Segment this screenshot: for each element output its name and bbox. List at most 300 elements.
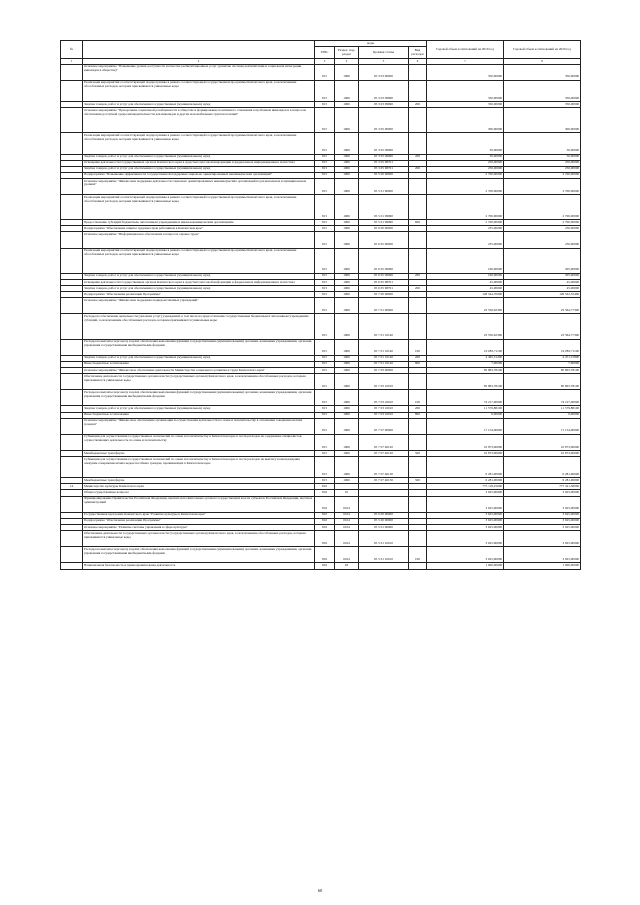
row-expense-type: 200 [409, 286, 427, 292]
row-target-article: 05 6 05 98701 [359, 286, 409, 292]
row-name: Расходы на выплаты персоналу в целях обеспечения выполнения функций государственными (муниципальными) органами, казенными учреждениями, органами управления государственными внебюджетными фондами [83, 390, 315, 406]
row-name: Закупка товаров, работ и услуг для обеспечения государственных (муниципальных) нужд [83, 102, 315, 108]
row-target-article: 05 3 05 09990 [359, 154, 409, 160]
row-amount-2020: 205,00000 [504, 248, 581, 273]
row-amount-2020: 2 700,00000 [504, 172, 581, 178]
row-expense-type [409, 418, 427, 434]
row-amount-2020: 250,00000 [504, 160, 581, 166]
row-grbs: 815 [315, 374, 335, 390]
row-expense-type: 200 [409, 406, 427, 412]
row-amount-2020: 3 625,00000 [504, 547, 581, 563]
row-expense-type: 500 [409, 451, 427, 457]
row-grbs: 815 [315, 80, 335, 101]
row-razdel: 1006 [335, 232, 359, 248]
row-razdel: 1006 [335, 412, 359, 418]
row-name: Подпрограмма "Обеспечение защиты трудовых прав работников в Камчатском крае" [83, 226, 315, 232]
row-grbs: 815 [315, 166, 335, 172]
column-number: 3 [315, 59, 335, 65]
row-expense-type: 600 [409, 220, 427, 226]
budget-table [60, 40, 581, 570]
column-number: 1 [61, 59, 83, 65]
row-razdel: 1006 [335, 108, 359, 133]
row-razdel: 1006 [335, 178, 359, 194]
row-amount-2019: 190,00000 [427, 273, 504, 279]
row-target-article: 05 5 01 10010 [359, 531, 409, 547]
row-target-article: 05 3 03 00000 [359, 64, 409, 80]
row-amount-2019: 3 625,00000 [427, 518, 504, 524]
row-expense-type: 200 [409, 154, 427, 160]
row-razdel: 1006 [335, 195, 359, 220]
row-amount-2019: 775 118,25000 [427, 484, 504, 490]
row-expense-type: 200 [409, 102, 427, 108]
row-grbs: 816 [315, 518, 335, 524]
row-expense-type: 200 [409, 273, 427, 279]
row-amount-2020: 350,00000 [504, 80, 581, 101]
row-name: Реализация мероприятий соответствующей подпрограммы в рамках соответствующей государственной программы Камчатского края, за исключением обособленных расходов, которым присваиваются уникальные коды [83, 80, 315, 101]
row-name: Расходы на выплаты персоналу в целях обеспечения выполнения функций государственными (муниципальными) органами, казенными учреждениями, органами управления государственными внебюджетными фондами [83, 339, 315, 355]
row-grbs: 815 [315, 172, 335, 178]
row-target-article: 05 7 03 10010 [359, 406, 409, 412]
row-grbs: 815 [315, 406, 335, 412]
row-amount-2020: 250,00000 [504, 232, 581, 248]
table-row [61, 339, 581, 355]
row-number [61, 390, 83, 406]
row-amount-2020: 10 873,00000 [504, 451, 581, 457]
row-amount-2020: 3 625,00000 [504, 490, 581, 496]
row-amount-2019: 45,00000 [427, 286, 504, 292]
row-name: Министерство культуры Камчатского края [83, 484, 315, 490]
row-target-article: 05 7 07 00000 [359, 418, 409, 434]
row-razdel: 0104 [335, 531, 359, 547]
row-grbs: 815 [315, 108, 335, 133]
row-target-article: 05 3 05 00000 [359, 108, 409, 133]
row-razdel: 1006 [335, 166, 359, 172]
row-grbs: 815 [315, 195, 335, 220]
table-row [61, 178, 581, 194]
row-expense-type: 200 [409, 166, 427, 172]
row-amount-2019: 10 873,00000 [427, 451, 504, 457]
row-expense-type [409, 133, 427, 154]
row-name: Иные бюджетные ассигнования [83, 361, 315, 367]
row-amount-2019: 235,00000 [427, 232, 504, 248]
row-expense-type: 100 [409, 339, 427, 355]
row-amount-2019: 85 803,78100 [427, 374, 504, 390]
row-name: Функционирование Правительства Российской Федерации, высших исполнительных органов государственной власти субъектов Российской Федерации, местных администраций [83, 496, 315, 512]
row-razdel: 1006 [335, 406, 359, 412]
row-razdel: 1006 [335, 172, 359, 178]
row-name: Освещение деятельности государственных органов Камчатского края в средствах массовой информации и федеральных информационных агентствах [83, 160, 315, 166]
row-target-article: 05 7 01 00000 [359, 298, 409, 314]
row-amount-2019: 3 625,00000 [427, 512, 504, 518]
row-name: Закупка товаров, работ и услуг для обеспечения государственных (муниципальных) нужд [83, 166, 315, 172]
row-name: Расходы на выплаты персоналу в целях обеспечения выполнения функций государственными (муниципальными) органами, казенными учреждениями, органами управления государственными внебюджетными фондами [83, 547, 315, 563]
row-razdel: 0104 [335, 547, 359, 563]
row-name: Реализация мероприятий соответствующей подпрограммы в рамках соответствующей государственной программы Камчатского края, за исключением обособленных расходов, которым присваиваются уникальные коды [83, 248, 315, 273]
row-grbs: 815 [315, 248, 335, 273]
row-target-article: 05 3 05 09990 [359, 133, 409, 154]
row-target-article: 05 7 01 10140 [359, 314, 409, 339]
row-expense-type [409, 531, 427, 547]
row-amount-2019: 235,00000 [427, 226, 504, 232]
row-grbs: 815 [315, 226, 335, 232]
row-razdel: 1006 [335, 220, 359, 226]
row-target-article: 05 3 05 98701 [359, 160, 409, 166]
row-name: Расходы на обеспечение деятельности (оказание услуг) учреждений, в том числе на предоставление государственным бюджетным и автономным учреждениям субсидий, за исключением обособленных расходов, которым присваиваются уникальные коды [83, 314, 315, 339]
col-name-header [83, 41, 315, 59]
column-number: 7 [427, 59, 504, 65]
row-grbs: 815 [315, 292, 335, 298]
row-target-article [359, 496, 409, 512]
row-razdel: 1006 [335, 154, 359, 160]
row-grbs: 815 [315, 154, 335, 160]
row-amount-2019: 74 217,00000 [427, 390, 504, 406]
row-grbs: 815 [315, 457, 335, 478]
row-amount-2019: 23 556,92300 [427, 314, 504, 339]
row-target-article [359, 563, 409, 569]
row-expense-type: 800 [409, 412, 427, 418]
row-amount-2020: 4 471,15800 [504, 355, 581, 361]
row-amount-2019: 6,90000 [427, 412, 504, 418]
row-target-article: 05 7 03 00000 [359, 367, 409, 373]
row-amount-2020: 50,00000 [504, 154, 581, 160]
row-grbs: 815 [315, 451, 335, 457]
row-razdel: 0104 [335, 524, 359, 530]
row-number [61, 457, 83, 478]
row-razdel: 1006 [335, 160, 359, 166]
row-expense-type [409, 457, 427, 478]
row-razdel: 01 [335, 490, 359, 496]
row-grbs: 816 [315, 531, 335, 547]
column-number: 4 [335, 59, 359, 65]
row-target-article: 05 6 05 98701 [359, 279, 409, 285]
table-row [61, 547, 581, 563]
row-amount-2020: 3 625,00000 [504, 524, 581, 530]
table-row [61, 195, 581, 220]
col-2019-header: Годовой объем ассигнований на 2019 год [427, 41, 504, 59]
row-target-article: 05 7 03 10010 [359, 390, 409, 406]
row-number: 14 [61, 484, 83, 490]
row-amount-2020: 7,90000 [504, 361, 581, 367]
row-name: Субвенции для осуществления государственных полномочий по опеке и попечительству в Камчатском крае в части расходов на выплату вознаграждения опекунам совершеннолетних недееспособных граждан, проживающих в Камчатском крае [83, 457, 315, 478]
row-target-article: 05 5 01 10010 [359, 547, 409, 563]
col-num-header: № [61, 41, 83, 59]
col-2020-header: Годовой объем ассигнований на 2020 год [504, 41, 581, 59]
row-target-article: 05 7 07 40130 [359, 457, 409, 478]
budget-sheet [60, 40, 580, 570]
row-target-article: 05 3 05 98701 [359, 166, 409, 172]
row-amount-2019: 85 803,78100 [427, 367, 504, 373]
row-number [61, 248, 83, 273]
row-amount-2020: 19 083,71100 [504, 339, 581, 355]
row-name: Основное мероприятие "Финансовая поддержка деятельности социально ориентированных некоммерческих организаций на региональном и муниципальном уровнях" [83, 178, 315, 194]
row-expense-type: 800 [409, 361, 427, 367]
row-expense-type: 200 [409, 355, 427, 361]
row-number [61, 339, 83, 355]
row-razdel: 1006 [335, 298, 359, 314]
row-amount-2019: 1 000,00000 [427, 563, 504, 569]
row-number [61, 496, 83, 512]
row-razdel: 1006 [335, 457, 359, 478]
row-target-article: 05 7 01 10140 [359, 361, 409, 367]
row-amount-2020: 250,00000 [504, 166, 581, 172]
row-amount-2019: 3 625,00000 [427, 490, 504, 496]
row-razdel: 1006 [335, 478, 359, 484]
row-razdel: 1006 [335, 339, 359, 355]
row-razdel: 1006 [335, 418, 359, 434]
row-name: Освещение деятельности государственных органов Камчатского края в средствах массовой информации и федеральных информационных агентствах [83, 279, 315, 285]
row-name: Закупка товаров, работ и услуг для обеспечения государственных (муниципальных) нужд [83, 286, 315, 292]
column-number: 5 [359, 59, 409, 65]
row-amount-2020: 74 217,00000 [504, 390, 581, 406]
row-razdel: 1006 [335, 64, 359, 80]
row-razdel: 0104 [335, 518, 359, 524]
row-expense-type [409, 80, 427, 101]
table-row [61, 434, 581, 450]
row-grbs: 816 [315, 484, 335, 490]
row-amount-2020: 205,00000 [504, 273, 581, 279]
row-razdel: 1006 [335, 102, 359, 108]
row-grbs: 815 [315, 412, 335, 418]
row-amount-2020: 1 000,00000 [504, 563, 581, 569]
column-number: 8 [504, 59, 581, 65]
row-target-article: 05 5 01 09990 [359, 220, 409, 226]
table-row [61, 390, 581, 406]
row-target-article: 05 5 00 00000 [359, 172, 409, 178]
row-amount-2019: 3 625,00000 [427, 547, 504, 563]
row-amount-2019: 350,00000 [427, 102, 504, 108]
row-grbs: 815 [315, 286, 335, 292]
column-number: 2 [83, 59, 315, 65]
row-amount-2020: 2 700,00000 [504, 178, 581, 194]
row-amount-2019: 11 579,88100 [427, 406, 504, 412]
row-number [61, 80, 83, 101]
row-amount-2019: 128 544,70000 [427, 292, 504, 298]
row-target-article: 05 6 05 09990 [359, 273, 409, 279]
row-amount-2020: 3 625,00000 [504, 512, 581, 518]
row-number [61, 108, 83, 133]
row-razdel: 1006 [335, 279, 359, 285]
row-amount-2020: 45,00000 [504, 279, 581, 285]
row-name: Закупка товаров, работ и услуг для обеспечения государственных (муниципальных) нужд [83, 273, 315, 279]
row-amount-2020: 85 803,78100 [504, 374, 581, 390]
row-expense-type [409, 248, 427, 273]
row-amount-2019: 50,00000 [427, 154, 504, 160]
row-amount-2020: 11 579,88100 [504, 406, 581, 412]
row-amount-2019: 2 700,00000 [427, 172, 504, 178]
row-amount-2020: 3 625,00000 [504, 531, 581, 547]
row-amount-2020: 350,00000 [504, 102, 581, 108]
row-name: Основное мероприятие "Повышение уровня доступности и качества реабилитационных услуг (развитие системы реабилитации и социальной интеграции инвалидов в обществе)" [83, 64, 315, 80]
row-amount-2020: 777 321,38000 [504, 484, 581, 490]
row-amount-2020: 23 564,77300 [504, 298, 581, 314]
row-amount-2020: 23 564,77300 [504, 314, 581, 339]
row-amount-2019: 250,00000 [427, 166, 504, 172]
row-amount-2020: 85 803,78100 [504, 367, 581, 373]
row-expense-type [409, 496, 427, 512]
row-expense-type [409, 195, 427, 220]
row-grbs: 815 [315, 279, 335, 285]
page-number: 60 [317, 888, 323, 893]
row-amount-2020: 3 625,00000 [504, 518, 581, 524]
table-row [61, 80, 581, 101]
table-row [61, 298, 581, 314]
col-grbs-header: ГРБС [315, 47, 335, 59]
row-amount-2020: 3 625,00000 [504, 496, 581, 512]
row-amount-2019: 3 625,00000 [427, 531, 504, 547]
row-name: Государственная программа Камчатского края "Развитие культуры в Камчатском крае" [83, 512, 315, 518]
row-amount-2020: 250,00000 [504, 226, 581, 232]
row-grbs: 815 [315, 314, 335, 339]
col-vr-header: Вид расходов [409, 47, 427, 59]
row-target-article: 05 6 05 09990 [359, 248, 409, 273]
row-name: Субвенции для осуществления государственных полномочий по опеке и попечительству в Камчатском крае в части расходов на содержание специалистов, осуществляющих деятельность по опеке и попечительству [83, 434, 315, 450]
row-target-article: 05 5 00 00000 [359, 518, 409, 524]
row-target-article: 05 5 01 00000 [359, 178, 409, 194]
row-target-article: 05 7 03 10010 [359, 412, 409, 418]
row-expense-type [409, 374, 427, 390]
table-row [61, 496, 581, 512]
row-name: Национальная безопасность и правоохранительная деятельность [83, 563, 315, 569]
row-amount-2019: 7,90000 [427, 361, 504, 367]
row-grbs: 816 [315, 490, 335, 496]
row-target-article: 05 3 03 09990 [359, 80, 409, 101]
row-amount-2019: 6 281,00000 [427, 478, 504, 484]
table-row [61, 563, 581, 569]
row-expense-type [409, 108, 427, 133]
row-amount-2019: 3 625,00000 [427, 496, 504, 512]
row-expense-type: 500 [409, 478, 427, 484]
table-row [61, 232, 581, 248]
row-razdel: 1006 [335, 226, 359, 232]
row-amount-2020: 45,00000 [504, 286, 581, 292]
table-row [61, 531, 581, 547]
row-target-article: 05 0 00 00000 [359, 512, 409, 518]
row-expense-type [409, 314, 427, 339]
row-razdel: 0104 [335, 496, 359, 512]
row-amount-2020: 50,00000 [504, 133, 581, 154]
row-grbs: 815 [315, 434, 335, 450]
row-name: Обеспечение деятельности государственных органов власти (государственных органов) Камчатского края, за исключением обособленных расходов, которым присваиваются уникальные коды [83, 374, 315, 390]
row-amount-2019: 2 700,00000 [427, 178, 504, 194]
row-razdel: 03 [335, 563, 359, 569]
row-name: Закупка товаров, работ и услуг для обеспечения государственных (муниципальных) нужд [83, 406, 315, 412]
row-amount-2020: 126 522,55400 [504, 292, 581, 298]
row-number [61, 314, 83, 339]
row-target-article: 05 7 07 40120 [359, 434, 409, 450]
row-razdel: 1006 [335, 361, 359, 367]
row-target-article: 05 7 01 10140 [359, 355, 409, 361]
row-target-article: 05 7 03 10010 [359, 374, 409, 390]
row-amount-2019: 2 700,00000 [427, 195, 504, 220]
row-grbs: 815 [315, 390, 335, 406]
row-razdel: 1006 [335, 390, 359, 406]
row-name: Подпрограмма "Обеспечение реализации Программы" [83, 292, 315, 298]
row-grbs: 815 [315, 478, 335, 484]
row-number [61, 434, 83, 450]
row-name: Общегосударственные вопросы [83, 490, 315, 496]
row-grbs: 816 [315, 524, 335, 530]
row-grbs: 815 [315, 361, 335, 367]
row-number [61, 547, 83, 563]
row-amount-2020: 6 281,00000 [504, 457, 581, 478]
row-number [61, 133, 83, 154]
row-razdel: 1006 [335, 355, 359, 361]
table-row [61, 374, 581, 390]
table-row [61, 108, 581, 133]
row-expense-type [409, 563, 427, 569]
row-amount-2019: 350,00000 [427, 80, 504, 101]
row-grbs: 815 [315, 64, 335, 80]
table-row [61, 133, 581, 154]
row-amount-2019: 50,00000 [427, 133, 504, 154]
row-name: Иные бюджетные ассигнования [83, 412, 315, 418]
table-row [61, 418, 581, 434]
row-name: Закупка товаров, работ и услуг для обеспечения государственных (муниципальных) нужд [83, 154, 315, 160]
row-amount-2019: 23 556,92300 [427, 298, 504, 314]
row-amount-2019: 19 083,71100 [427, 339, 504, 355]
row-number [61, 232, 83, 248]
row-razdel: 1006 [335, 367, 359, 373]
row-expense-type: 100 [409, 547, 427, 563]
row-razdel: 1006 [335, 292, 359, 298]
row-target-article: 05 7 00 00000 [359, 292, 409, 298]
row-grbs: 815 [315, 178, 335, 194]
row-name: Основное мероприятие "Преодоление социальной разобщенности в обществе и формирование позитивного отношения к проблемам инвалидов и к вопросам обеспечения доступной среды жизнедеятельности для инвалидов и других маломобильных групп населения" [83, 108, 315, 133]
row-amount-2019: 3 625,00000 [427, 524, 504, 530]
row-amount-2019: 45,00000 [427, 279, 504, 285]
row-amount-2020: 6,90000 [504, 412, 581, 418]
row-amount-2019: 17 154,00000 [427, 418, 504, 434]
row-name: Предоставление субсидий бюджетным, автономным учреждениям и иным некоммерческим организациям [83, 220, 315, 226]
row-grbs: 815 [315, 102, 335, 108]
row-target-article: 05 7 07 40130 [359, 478, 409, 484]
row-razdel: 1006 [335, 374, 359, 390]
row-number [61, 178, 83, 194]
row-number [61, 298, 83, 314]
row-amount-2020: 350,00000 [504, 64, 581, 80]
row-name: Подпрограмма "Повышение эффективности государственной поддержки социально ориентированных некоммерческих организаций" [83, 172, 315, 178]
row-razdel: 1006 [335, 248, 359, 273]
row-razdel: 1006 [335, 80, 359, 101]
row-grbs: 815 [315, 220, 335, 226]
row-target-article: 05 3 03 09990 [359, 102, 409, 108]
row-expense-type [409, 64, 427, 80]
column-number: 6 [409, 59, 427, 65]
row-amount-2019: 2 700,00000 [427, 220, 504, 226]
row-amount-2019: 6 281,00000 [427, 457, 504, 478]
col-codes-header: коды [315, 41, 427, 47]
row-grbs: 815 [315, 418, 335, 434]
row-amount-2020: 17 154,00000 [504, 418, 581, 434]
row-razdel: 1006 [335, 133, 359, 154]
col-razdel-header: Раздел, под-раздел [335, 47, 359, 59]
row-name: Межбюджетные трансферты [83, 478, 315, 484]
row-expense-type [409, 178, 427, 194]
row-number [61, 195, 83, 220]
row-expense-type [409, 298, 427, 314]
table-row [61, 64, 581, 80]
row-razdel: 1006 [335, 314, 359, 339]
row-grbs: 815 [315, 355, 335, 361]
row-grbs: 815 [315, 232, 335, 248]
col-cs-header: Целевая статья [359, 47, 409, 59]
row-number [61, 531, 83, 547]
row-amount-2019: 190,00000 [427, 248, 504, 273]
row-target-article: 05 6 05 00000 [359, 232, 409, 248]
budget-table-body [61, 59, 581, 569]
row-name: Основное мероприятие "Финансовое обеспечение деятельности Министерства социального развития и труда Камчатского края" [83, 367, 315, 373]
row-grbs: 815 [315, 298, 335, 314]
